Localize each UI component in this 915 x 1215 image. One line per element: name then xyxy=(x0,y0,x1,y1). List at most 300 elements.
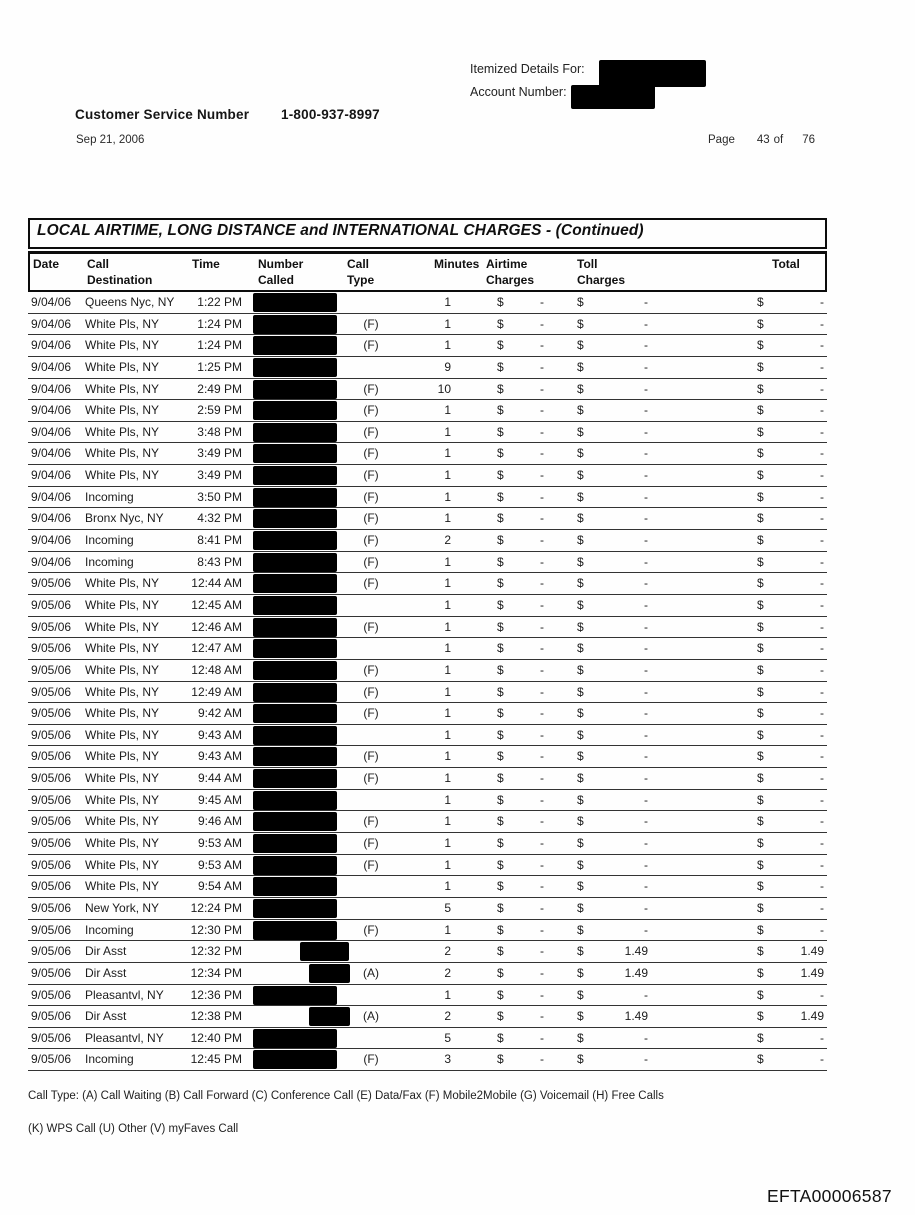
cell-toll-charges: - xyxy=(644,771,648,786)
column-header-total: Total xyxy=(772,257,800,271)
cell-date: 9/05/06 xyxy=(31,987,72,1002)
cell-total-currency: $ xyxy=(757,295,764,309)
cell-minutes: 1 xyxy=(444,511,451,526)
cell-total: - xyxy=(820,792,824,807)
cell-toll-charges: - xyxy=(644,619,648,634)
cell-toll-charges: - xyxy=(644,381,648,396)
cell-toll-charges: - xyxy=(644,554,648,569)
cell-call-destination: White Pls, NY xyxy=(85,424,160,439)
cell-total: - xyxy=(820,684,824,699)
cell-total-currency: $ xyxy=(757,511,764,526)
column-header-number-called: Number Called xyxy=(258,257,304,287)
cell-total: 1.49 xyxy=(800,944,824,959)
table-row xyxy=(28,400,827,422)
cell-airtime-charges: - xyxy=(540,662,544,677)
cell-toll-charges: - xyxy=(644,316,648,331)
cell-airtime-currency: $ xyxy=(497,1030,504,1045)
cell-call-type: (F) xyxy=(363,662,379,677)
cell-date: 9/05/06 xyxy=(31,771,72,786)
cell-time: 9:46 AM xyxy=(197,814,242,829)
cell-total-currency: $ xyxy=(757,468,764,483)
table-row xyxy=(28,573,827,595)
cell-toll-charges: - xyxy=(644,576,648,591)
cell-airtime-charges: - xyxy=(540,597,544,612)
redacted-number-called xyxy=(253,661,337,680)
cell-minutes: 1 xyxy=(444,836,451,851)
cell-total: - xyxy=(820,489,824,504)
cell-airtime-currency: $ xyxy=(497,468,504,483)
cell-toll-charges: - xyxy=(644,749,648,764)
redacted-number-called xyxy=(253,834,337,853)
cell-toll-currency: $ xyxy=(577,965,584,980)
cell-total: - xyxy=(820,662,824,677)
cell-total: - xyxy=(820,900,824,915)
cell-date: 9/05/06 xyxy=(31,576,72,591)
cell-call-type: (F) xyxy=(363,576,379,591)
cell-airtime-charges: - xyxy=(540,706,544,721)
redacted-number-called xyxy=(253,618,337,637)
redacted-number-called xyxy=(253,401,337,420)
cell-total: - xyxy=(820,727,824,742)
table-row xyxy=(28,335,827,357)
cell-total-currency: $ xyxy=(757,900,764,915)
cell-toll-charges: - xyxy=(644,597,648,612)
cell-toll-charges: - xyxy=(644,922,648,937)
table-row xyxy=(28,790,827,812)
cell-call-type: (F) xyxy=(363,403,379,418)
cell-toll-charges: - xyxy=(644,857,648,872)
cell-airtime-currency: $ xyxy=(497,749,504,764)
cell-toll-charges: - xyxy=(644,900,648,915)
cell-total-currency: $ xyxy=(757,944,764,959)
cell-airtime-charges: - xyxy=(540,533,544,548)
cell-toll-charges: 1.49 xyxy=(624,1009,648,1024)
cell-date: 9/04/06 xyxy=(31,511,72,526)
cell-time: 12:38 PM xyxy=(190,1009,242,1024)
cell-total: - xyxy=(820,359,824,374)
cell-total-currency: $ xyxy=(757,619,764,634)
cell-call-destination: Incoming xyxy=(85,554,134,569)
cell-call-type: (A) xyxy=(363,965,379,980)
cell-toll-charges: - xyxy=(644,727,648,742)
cell-time: 8:41 PM xyxy=(197,533,242,548)
cell-airtime-currency: $ xyxy=(497,900,504,915)
cell-toll-charges: - xyxy=(644,1052,648,1067)
table-row xyxy=(28,508,827,530)
cell-call-type: (F) xyxy=(363,706,379,721)
cell-minutes: 1 xyxy=(444,684,451,699)
cell-airtime-charges: - xyxy=(540,424,544,439)
cell-call-type: (F) xyxy=(363,619,379,634)
cell-date: 9/05/06 xyxy=(31,1009,72,1024)
cell-minutes: 2 xyxy=(444,533,451,548)
table-row xyxy=(28,963,827,985)
table-column-headers xyxy=(28,251,827,292)
table-row xyxy=(28,1049,827,1071)
cell-toll-currency: $ xyxy=(577,706,584,721)
redacted-number-called xyxy=(253,899,337,918)
cell-toll-charges: - xyxy=(644,338,648,353)
cell-call-destination: White Pls, NY xyxy=(85,879,160,894)
cell-airtime-charges: - xyxy=(540,965,544,980)
cell-total: - xyxy=(820,814,824,829)
cell-toll-currency: $ xyxy=(577,359,584,374)
cell-total-currency: $ xyxy=(757,662,764,677)
table-row xyxy=(28,552,827,574)
cell-minutes: 5 xyxy=(444,900,451,915)
cell-minutes: 9 xyxy=(444,359,451,374)
cell-airtime-currency: $ xyxy=(497,338,504,353)
table-row xyxy=(28,530,827,552)
cell-total: - xyxy=(820,836,824,851)
redacted-number-called xyxy=(253,553,337,572)
cell-total-currency: $ xyxy=(757,359,764,374)
cell-toll-currency: $ xyxy=(577,792,584,807)
cell-time: 12:45 AM xyxy=(191,597,242,612)
cell-minutes: 1 xyxy=(444,576,451,591)
table-row xyxy=(28,746,827,768)
cell-total: - xyxy=(820,771,824,786)
table-row xyxy=(28,682,827,704)
cell-toll-currency: $ xyxy=(577,468,584,483)
cell-time: 9:44 AM xyxy=(197,771,242,786)
column-header-airtime-charges: Airtime Charges xyxy=(486,257,535,287)
table-row xyxy=(28,876,827,898)
cell-toll-currency: $ xyxy=(577,662,584,677)
column-header-minutes: Minutes xyxy=(434,257,480,271)
cell-airtime-charges: - xyxy=(540,749,544,764)
cell-total-currency: $ xyxy=(757,814,764,829)
redacted-number-called xyxy=(253,769,337,788)
cell-total: - xyxy=(820,381,824,396)
cell-airtime-currency: $ xyxy=(497,597,504,612)
cell-time: 9:43 AM xyxy=(197,727,242,742)
cell-total-currency: $ xyxy=(757,338,764,353)
cell-time: 12:45 PM xyxy=(190,1052,242,1067)
cell-toll-currency: $ xyxy=(577,403,584,418)
cell-airtime-currency: $ xyxy=(497,424,504,439)
cell-total-currency: $ xyxy=(757,771,764,786)
table-row xyxy=(28,292,827,314)
table-row xyxy=(28,920,827,942)
cell-time: 12:48 AM xyxy=(191,662,242,677)
cell-airtime-charges: - xyxy=(540,381,544,396)
cell-time: 1:22 PM xyxy=(197,295,242,309)
cell-airtime-currency: $ xyxy=(497,489,504,504)
cell-call-type: (F) xyxy=(363,338,379,353)
cell-total-currency: $ xyxy=(757,684,764,699)
cell-airtime-charges: - xyxy=(540,1009,544,1024)
cell-airtime-currency: $ xyxy=(497,554,504,569)
table-row xyxy=(28,465,827,487)
cell-call-destination: White Pls, NY xyxy=(85,771,160,786)
redacted-number-called xyxy=(253,596,337,615)
cell-airtime-charges: - xyxy=(540,576,544,591)
cell-toll-charges: - xyxy=(644,814,648,829)
redacted-number-called xyxy=(309,964,350,983)
cell-time: 1:25 PM xyxy=(197,359,242,374)
cell-total: 1.49 xyxy=(800,1009,824,1024)
cell-call-type: (F) xyxy=(363,511,379,526)
cell-total-currency: $ xyxy=(757,965,764,980)
cell-call-destination: Pleasantvl, NY xyxy=(85,1030,164,1045)
cell-call-destination: White Pls, NY xyxy=(85,727,160,742)
table-row xyxy=(28,855,827,877)
cell-total-currency: $ xyxy=(757,316,764,331)
redacted-number-called xyxy=(253,921,337,940)
cell-airtime-currency: $ xyxy=(497,814,504,829)
cell-call-destination: White Pls, NY xyxy=(85,836,160,851)
cell-call-destination: White Pls, NY xyxy=(85,814,160,829)
cell-airtime-currency: $ xyxy=(497,836,504,851)
cell-minutes: 1 xyxy=(444,706,451,721)
table-row xyxy=(28,314,827,336)
cell-call-destination: White Pls, NY xyxy=(85,446,160,461)
cell-toll-charges: - xyxy=(644,468,648,483)
cell-total: - xyxy=(820,857,824,872)
cell-minutes: 1 xyxy=(444,987,451,1002)
cell-toll-currency: $ xyxy=(577,987,584,1002)
cell-date: 9/04/06 xyxy=(31,295,72,309)
cell-toll-currency: $ xyxy=(577,879,584,894)
cell-airtime-charges: - xyxy=(540,987,544,1002)
cell-toll-charges: - xyxy=(644,641,648,656)
cell-call-type: (F) xyxy=(363,1052,379,1067)
cell-airtime-charges: - xyxy=(540,727,544,742)
cell-call-type: (F) xyxy=(363,857,379,872)
cell-toll-currency: $ xyxy=(577,749,584,764)
redaction-account-number xyxy=(571,85,655,109)
cell-date: 9/05/06 xyxy=(31,749,72,764)
cell-airtime-currency: $ xyxy=(497,706,504,721)
cell-toll-currency: $ xyxy=(577,836,584,851)
cell-minutes: 3 xyxy=(444,1052,451,1067)
redacted-number-called xyxy=(253,639,337,658)
cell-call-destination: White Pls, NY xyxy=(85,359,160,374)
cell-toll-charges: - xyxy=(644,403,648,418)
cell-time: 2:49 PM xyxy=(197,381,242,396)
cell-toll-charges: - xyxy=(644,987,648,1002)
cell-date: 9/04/06 xyxy=(31,381,72,396)
cell-airtime-currency: $ xyxy=(497,944,504,959)
cell-minutes: 1 xyxy=(444,857,451,872)
cell-toll-charges: 1.49 xyxy=(624,944,648,959)
cell-date: 9/04/06 xyxy=(31,338,72,353)
cell-time: 1:24 PM xyxy=(197,338,242,353)
cell-toll-currency: $ xyxy=(577,446,584,461)
cell-minutes: 1 xyxy=(444,641,451,656)
cell-date: 9/04/06 xyxy=(31,489,72,504)
cell-call-type: (F) xyxy=(363,684,379,699)
cell-total: - xyxy=(820,619,824,634)
cell-date: 9/05/06 xyxy=(31,879,72,894)
table-row xyxy=(28,617,827,639)
cell-call-destination: White Pls, NY xyxy=(85,576,160,591)
cell-airtime-charges: - xyxy=(540,468,544,483)
cell-total-currency: $ xyxy=(757,533,764,548)
cell-minutes: 1 xyxy=(444,814,451,829)
cell-date: 9/05/06 xyxy=(31,922,72,937)
cell-minutes: 2 xyxy=(444,965,451,980)
cell-date: 9/05/06 xyxy=(31,814,72,829)
cell-minutes: 1 xyxy=(444,879,451,894)
cell-total: - xyxy=(820,511,824,526)
cell-minutes: 2 xyxy=(444,944,451,959)
cell-total-currency: $ xyxy=(757,424,764,439)
cell-toll-currency: $ xyxy=(577,684,584,699)
cell-date: 9/05/06 xyxy=(31,662,72,677)
table-row xyxy=(28,638,827,660)
cell-airtime-currency: $ xyxy=(497,446,504,461)
table-body xyxy=(28,292,827,1071)
call-type-legend-line2: (K) WPS Call (U) Other (V) myFaves Call xyxy=(28,1123,239,1135)
cell-minutes: 1 xyxy=(444,727,451,742)
cell-date: 9/05/06 xyxy=(31,1052,72,1067)
cell-airtime-currency: $ xyxy=(497,922,504,937)
redacted-number-called xyxy=(253,812,337,831)
cell-call-type: (A) xyxy=(363,1009,379,1024)
cell-airtime-charges: - xyxy=(540,814,544,829)
cell-call-destination: White Pls, NY xyxy=(85,316,160,331)
cell-airtime-currency: $ xyxy=(497,727,504,742)
column-header-call-type: Call Type xyxy=(347,257,375,287)
cell-minutes: 1 xyxy=(444,749,451,764)
cell-total: - xyxy=(820,706,824,721)
cell-toll-currency: $ xyxy=(577,533,584,548)
cell-call-destination: White Pls, NY xyxy=(85,381,160,396)
cell-toll-currency: $ xyxy=(577,295,584,309)
cell-toll-currency: $ xyxy=(577,1030,584,1045)
cell-toll-charges: - xyxy=(644,511,648,526)
cell-total-currency: $ xyxy=(757,1052,764,1067)
cell-date: 9/05/06 xyxy=(31,597,72,612)
cell-airtime-charges: - xyxy=(540,316,544,331)
cell-minutes: 1 xyxy=(444,597,451,612)
cell-airtime-currency: $ xyxy=(497,1009,504,1024)
cell-minutes: 1 xyxy=(444,446,451,461)
cell-toll-currency: $ xyxy=(577,424,584,439)
table-row xyxy=(28,833,827,855)
cell-toll-charges: - xyxy=(644,533,648,548)
cell-airtime-charges: - xyxy=(540,879,544,894)
table-row xyxy=(28,422,827,444)
cell-time: 4:32 PM xyxy=(197,511,242,526)
cell-toll-currency: $ xyxy=(577,619,584,634)
cell-call-destination: White Pls, NY xyxy=(85,468,160,483)
cell-total: - xyxy=(820,1030,824,1045)
cell-airtime-currency: $ xyxy=(497,879,504,894)
cell-toll-charges: - xyxy=(644,879,648,894)
cell-call-destination: Dir Asst xyxy=(85,944,127,959)
cell-minutes: 1 xyxy=(444,403,451,418)
redacted-number-called xyxy=(253,704,337,723)
cell-call-destination: White Pls, NY xyxy=(85,619,160,634)
cell-airtime-charges: - xyxy=(540,857,544,872)
cell-minutes: 1 xyxy=(444,489,451,504)
cell-airtime-charges: - xyxy=(540,900,544,915)
cell-date: 9/04/06 xyxy=(31,316,72,331)
cell-airtime-charges: - xyxy=(540,489,544,504)
page-label: Page xyxy=(708,134,735,146)
cell-toll-currency: $ xyxy=(577,576,584,591)
cell-time: 3:48 PM xyxy=(197,424,242,439)
redacted-number-called xyxy=(253,986,337,1005)
cell-total: - xyxy=(820,641,824,656)
table-row xyxy=(28,985,827,1007)
cell-total: - xyxy=(820,316,824,331)
cell-date: 9/05/06 xyxy=(31,857,72,872)
redacted-number-called xyxy=(253,791,337,810)
cell-total: - xyxy=(820,1052,824,1067)
cell-call-type: (F) xyxy=(363,316,379,331)
cell-date: 9/05/06 xyxy=(31,684,72,699)
customer-service-label: Customer Service Number xyxy=(75,107,250,122)
column-header-date: Date xyxy=(33,257,60,271)
cell-date: 9/05/06 xyxy=(31,944,72,959)
cell-time: 9:54 AM xyxy=(197,879,242,894)
cell-call-type: (F) xyxy=(363,554,379,569)
cell-call-destination: New York, NY xyxy=(85,900,160,915)
cell-date: 9/05/06 xyxy=(31,836,72,851)
column-header-call-destination: Call Destination xyxy=(87,257,153,287)
cell-call-destination: White Pls, NY xyxy=(85,684,160,699)
cell-call-destination: White Pls, NY xyxy=(85,338,160,353)
cell-airtime-charges: - xyxy=(540,554,544,569)
cell-airtime-charges: - xyxy=(540,922,544,937)
table-row xyxy=(28,443,827,465)
cell-call-type: (F) xyxy=(363,381,379,396)
cell-call-destination: Bronx Nyc, NY xyxy=(85,511,164,526)
cell-airtime-charges: - xyxy=(540,1030,544,1045)
cell-total: - xyxy=(820,295,824,309)
cell-call-destination: Incoming xyxy=(85,533,134,548)
cell-time: 12:30 PM xyxy=(190,922,242,937)
cell-date: 9/05/06 xyxy=(31,706,72,721)
table-row xyxy=(28,941,827,963)
column-header-toll-charges: Toll Charges xyxy=(577,257,626,287)
table-title: LOCAL AIRTIME, LONG DISTANCE and INTERNATIONAL CHARGES - (Continued) xyxy=(37,222,644,239)
cell-airtime-currency: $ xyxy=(497,792,504,807)
cell-toll-currency: $ xyxy=(577,316,584,331)
cell-total: - xyxy=(820,446,824,461)
cell-minutes: 1 xyxy=(444,619,451,634)
cell-time: 12:46 AM xyxy=(191,619,242,634)
cell-airtime-charges: - xyxy=(540,1052,544,1067)
cell-time: 3:49 PM xyxy=(197,446,242,461)
cell-toll-currency: $ xyxy=(577,727,584,742)
cell-total: - xyxy=(820,424,824,439)
cell-call-destination: Dir Asst xyxy=(85,1009,127,1024)
cell-airtime-currency: $ xyxy=(497,576,504,591)
cell-total: - xyxy=(820,576,824,591)
cell-minutes: 2 xyxy=(444,1009,451,1024)
cell-call-type: (F) xyxy=(363,814,379,829)
redacted-number-called xyxy=(253,466,337,485)
cell-time: 12:47 AM xyxy=(191,641,242,656)
cell-call-type: (F) xyxy=(363,836,379,851)
cell-time: 9:42 AM xyxy=(197,706,242,721)
cell-date: 9/04/06 xyxy=(31,533,72,548)
redacted-number-called xyxy=(253,380,337,399)
redaction-account-name xyxy=(599,60,706,87)
cell-call-destination: Incoming xyxy=(85,489,134,504)
cell-airtime-currency: $ xyxy=(497,381,504,396)
cell-toll-currency: $ xyxy=(577,922,584,937)
cell-airtime-charges: - xyxy=(540,446,544,461)
statement-date: Sep 21, 2006 xyxy=(76,134,145,146)
cell-date: 9/05/06 xyxy=(31,792,72,807)
cell-toll-currency: $ xyxy=(577,814,584,829)
